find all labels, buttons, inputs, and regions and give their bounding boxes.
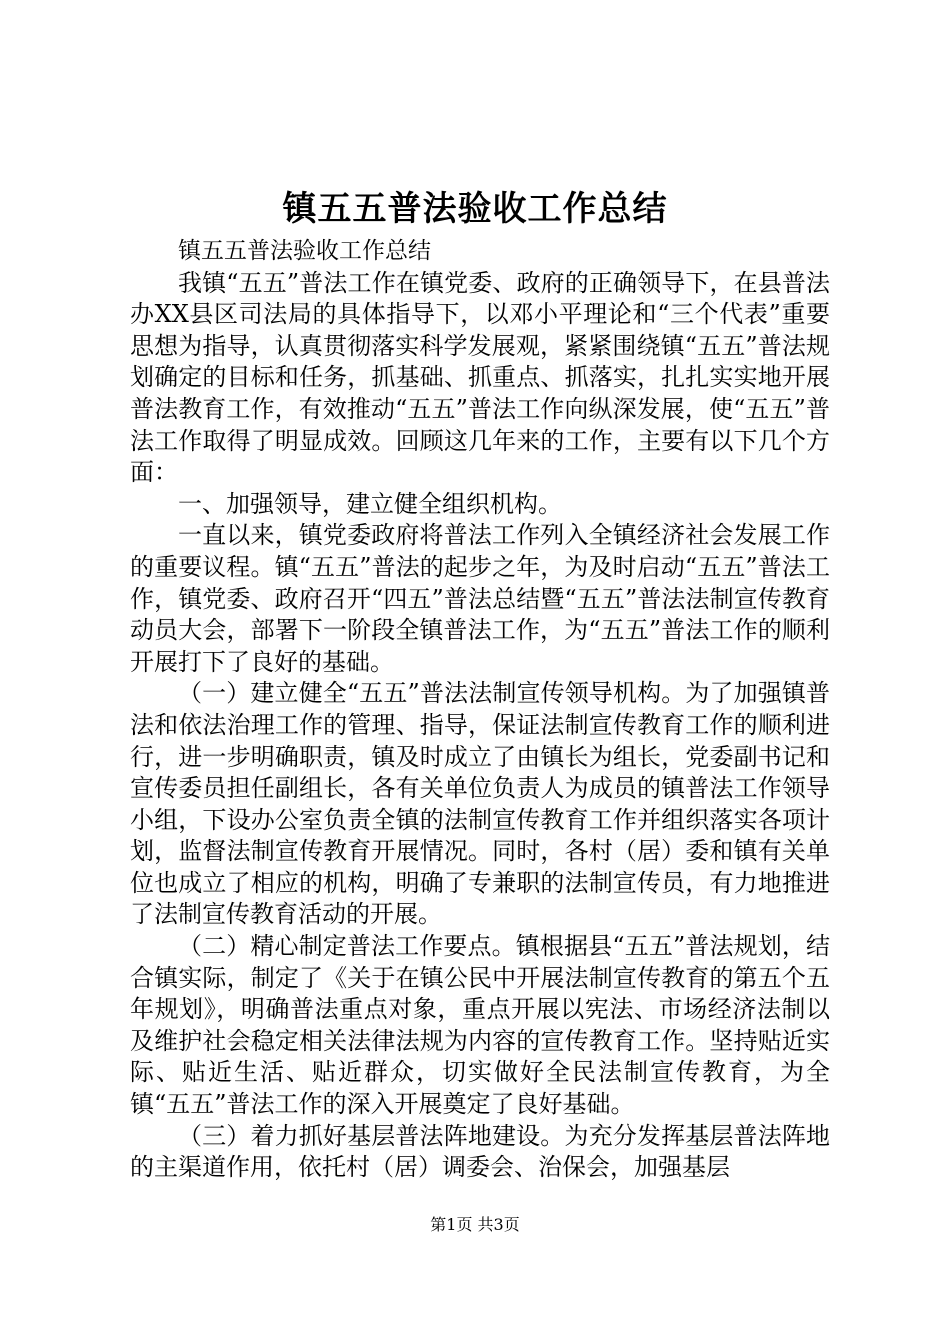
section-heading-1: 一、加强领导，建立健全组织机构。 (178, 489, 562, 518)
document-subtitle: 镇五五普法验收工作总结 (178, 238, 431, 264)
page-title: 镇五五普法验收工作总结 (282, 189, 668, 229)
paragraph-item-2: （二）精心制定普法工作要点。镇根据县“五五”普法规划，结合镇实际，制定了《关于在镇公民中开展法制宣传教育的第五个五年规划》，明确普法重点对象，重点开展以宪法、市场经济法制以及维护社会稳定相关法律法规为内容的宣传教育工作。坚持贴近实际、贴近生活、贴近群众，切实做好全民法制宣传教育，为全镇“五五”普法工作的深入开展奠定了良好基础。 (130, 932, 830, 1119)
document-body (130, 236, 830, 1184)
page-number-footer: 第1页 共3页 (430, 1215, 520, 1234)
paragraph-intro: 我镇“五五”普法工作在镇党委、政府的正确领导下，在县普法办XX县区司法局的具体指导下，以邓小平理论和“三个代表”重要思想为指导，认真贯彻落实科学发展观，紧紧围绕镇“五五”普法规划确定的目标和任务，抓基础、抓重点、抓落实，扎扎实实地开展普法教育工作，有效推动“五五”普法工作向纵深发展，使“五五”普法工作取得了明显成效。回顾这几年来的工作，主要有以下几个方面： (130, 268, 830, 487)
paragraph-leadership: 一直以来，镇党委政府将普法工作列入全镇经济社会发展工作的重要议程。镇“五五”普法的起步之年，为及时启动“五五”普法工作，镇党委、政府召开“四五”普法总结暨“五五”普法法制宣传教育动员大会，部署下一阶段全镇普法工作，为“五五”普法工作的顺利开展打下了良好的基础。 (130, 521, 830, 676)
paragraph-item-3: （三）着力抓好基层普法阵地建设。为充分发挥基层普法阵地的主渠道作用，依托村（居）调委会、治保会，加强基层 (130, 1121, 830, 1182)
paragraph-item-1: （一）建立健全“五五”普法法制宣传领导机构。为了加强镇普法和依法治理工作的管理、指导，保证法制宣传教育工作的顺利进行，进一步明确职责，镇及时成立了由镇长为组长，党委副书记和宣传委员担任副组长，各有关单位负责人为成员的镇普法工作领导小组，下设办公室负责全镇的法制宣传教育工作并组织落实各项计划，监督法制宣传教育开展情况。同时，各村（居）委和镇有关单位也成立了相应的机构，明确了专兼职的法制宣传员，有力地推进了法制宣传教育活动的开展。 (130, 679, 830, 929)
